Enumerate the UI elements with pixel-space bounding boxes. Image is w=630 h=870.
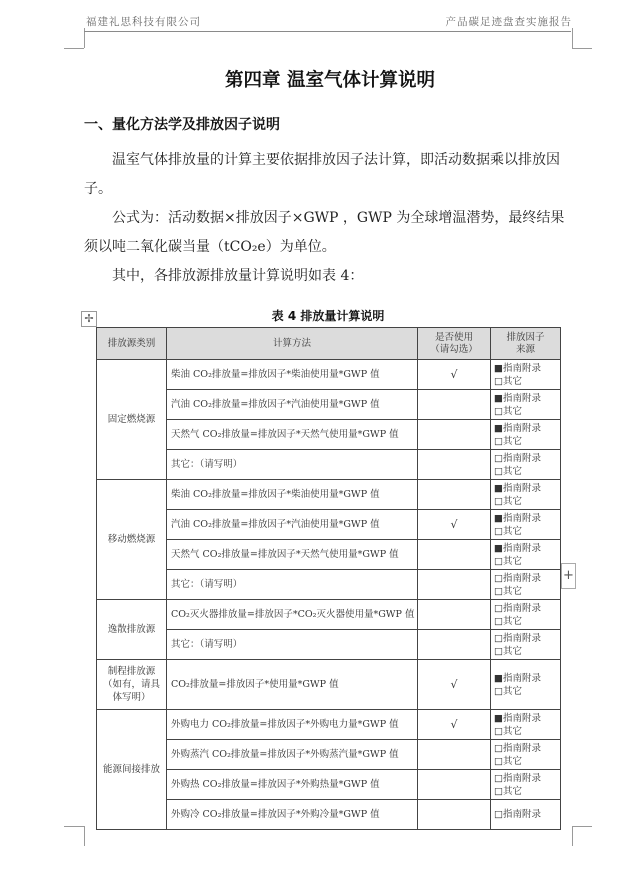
category-cell: 固定燃烧源 (97, 360, 167, 480)
used-checkmark-cell[interactable] (418, 630, 491, 660)
header-method: 计算方法 (167, 328, 418, 360)
used-checkmark-cell[interactable]: √ (418, 510, 491, 540)
used-checkmark-cell[interactable] (418, 540, 491, 570)
factor-source-cell (491, 630, 561, 660)
factor-source-cell (491, 540, 561, 570)
method-cell: 其它：（请写明） (167, 570, 418, 600)
factor-source-cell (491, 510, 561, 540)
section-title: 一、量化方法学及排放因子说明 (84, 117, 280, 133)
used-checkmark-cell[interactable] (418, 390, 491, 420)
source-other-checkbox[interactable]: □其它 (494, 645, 522, 657)
table-row (97, 660, 561, 710)
method-cell: 外购蒸汽 CO₂排放量=排放因子*外购蒸汽量*GWP 值 (167, 740, 418, 770)
used-checkmark-cell[interactable]: √ (418, 360, 491, 390)
method-cell: 天然气 CO₂排放量=排放因子*天然气使用量*GWP 值 (167, 420, 418, 450)
method-cell: 其它：（请写明） (167, 450, 418, 480)
source-guide-appendix-checkbox[interactable]: □指南附录 (494, 602, 541, 614)
table-row (97, 600, 561, 630)
source-other-checkbox[interactable]: □其它 (494, 525, 522, 537)
crop-mark-top-left-h (64, 48, 84, 49)
source-other-checkbox[interactable]: □其它 (494, 435, 522, 447)
header-report-title: 产品碳足迹盘查实施报告 (445, 16, 572, 28)
method-cell: 汽油 CO₂排放量=排放因子*汽油使用量*GWP 值 (167, 510, 418, 540)
table-caption: 表 4 排放量计算说明 (271, 309, 385, 323)
category-cell: 制程排放源（如有，请具体写明） (97, 660, 167, 710)
category-cell: 逸散排放源 (97, 600, 167, 660)
used-checkmark-cell[interactable] (418, 800, 491, 830)
method-cell: 汽油 CO₂排放量=排放因子*汽油使用量*GWP 值 (167, 390, 418, 420)
table-move-handle-icon[interactable]: ✢ (81, 311, 97, 327)
source-guide-appendix-checkbox[interactable]: ■指南附录 (494, 712, 541, 724)
source-guide-appendix-checkbox[interactable]: ■指南附录 (494, 422, 541, 434)
source-guide-appendix-checkbox[interactable]: ■指南附录 (494, 392, 541, 404)
factor-source-cell (491, 570, 561, 600)
used-checkmark-cell[interactable]: √ (418, 710, 491, 740)
source-other-checkbox[interactable]: □其它 (494, 615, 522, 627)
factor-source-cell (491, 390, 561, 420)
used-checkmark-cell[interactable] (418, 600, 491, 630)
method-cell: 外购热 CO₂排放量=排放因子*外购热量*GWP 值 (167, 770, 418, 800)
category-cell: 移动燃烧源 (97, 480, 167, 600)
header-source: 排放因子来源 (491, 328, 561, 360)
source-other-checkbox[interactable]: □其它 (494, 725, 522, 737)
table-row (97, 450, 561, 480)
header-used: 是否使用（请勾选） (418, 328, 491, 360)
crop-mark-top-right-v (572, 28, 573, 48)
table-row (97, 800, 561, 830)
source-other-checkbox[interactable]: □其它 (494, 405, 522, 417)
table-row (97, 390, 561, 420)
table-row (97, 420, 561, 450)
source-guide-appendix-checkbox[interactable]: ■指南附录 (494, 672, 541, 684)
table-row (97, 510, 561, 540)
chapter-title: 第四章 温室气体计算说明 (225, 70, 435, 91)
header-divider (84, 31, 571, 32)
method-cell: 外购电力 CO₂排放量=排放因子*外购电力量*GWP 值 (167, 710, 418, 740)
method-cell: 柴油 CO₂排放量=排放因子*柴油使用量*GWP 值 (167, 480, 418, 510)
paragraph-2: 公式为：活动数据×排放因子×GWP ，GWP 为全球增温潜势，最终结果须以吨二氧化碳当量（tCO₂e）为单位。 (84, 210, 565, 255)
source-other-checkbox[interactable]: □其它 (494, 685, 522, 697)
source-guide-appendix-checkbox[interactable]: □指南附录 (494, 452, 541, 464)
paragraph-1: 温室气体排放量的计算主要依据排放因子法计算，即活动数据乘以排放因子。 (84, 152, 560, 197)
factor-source-cell (491, 800, 561, 830)
used-checkmark-cell[interactable] (418, 480, 491, 510)
factor-source-cell (491, 660, 561, 710)
source-guide-appendix-checkbox[interactable]: □指南附录 (494, 772, 541, 784)
source-other-checkbox[interactable]: □其它 (494, 555, 522, 567)
used-checkmark-cell[interactable] (418, 770, 491, 800)
method-cell: 柴油 CO₂排放量=排放因子*柴油使用量*GWP 值 (167, 360, 418, 390)
source-guide-appendix-checkbox[interactable]: □指南附录 (494, 572, 541, 584)
method-cell: 外购冷 CO₂排放量=排放因子*外购冷量*GWP 值 (167, 800, 418, 830)
source-guide-appendix-checkbox[interactable]: □指南附录 (494, 632, 541, 644)
table-body (97, 360, 561, 830)
table-row (97, 630, 561, 660)
paragraph-3: 其中，各排放源排放量计算说明如表 4： (112, 268, 364, 284)
crop-mark-bottom-left-v (84, 826, 85, 846)
emission-calculation-table (96, 327, 561, 830)
factor-source-cell (491, 770, 561, 800)
crop-mark-bottom-left-h (64, 826, 84, 827)
table-header-row (97, 328, 561, 360)
used-checkmark-cell[interactable]: √ (418, 660, 491, 710)
source-guide-appendix-checkbox[interactable]: ■指南附录 (494, 482, 541, 494)
source-guide-appendix-checkbox[interactable]: ■指南附录 (494, 512, 541, 524)
method-cell: 其它：（请写明） (167, 630, 418, 660)
table-row (97, 770, 561, 800)
table-row (97, 540, 561, 570)
method-cell: CO₂灭火器排放量=排放因子*CO₂灭火器使用量*GWP 值 (167, 600, 418, 630)
table-row (97, 360, 561, 390)
factor-source-cell (491, 710, 561, 740)
method-cell: 天然气 CO₂排放量=排放因子*天然气使用量*GWP 值 (167, 540, 418, 570)
source-other-checkbox[interactable]: □其它 (494, 465, 522, 477)
header-category: 排放源类别 (97, 328, 167, 360)
method-cell: CO₂排放量=排放因子*使用量*GWP 值 (167, 660, 418, 710)
table-add-row-icon[interactable]: + (561, 563, 576, 589)
table-row (97, 480, 561, 510)
used-checkmark-cell[interactable] (418, 570, 491, 600)
factor-source-cell (491, 360, 561, 390)
source-other-checkbox[interactable]: □其它 (494, 375, 522, 387)
header-company: 福建礼思科技有限公司 (86, 16, 201, 28)
source-other-checkbox[interactable]: □其它 (494, 785, 522, 797)
factor-source-cell (491, 480, 561, 510)
source-other-checkbox[interactable]: □其它 (494, 495, 522, 507)
used-checkmark-cell[interactable] (418, 450, 491, 480)
crop-mark-bottom-right-v (572, 826, 573, 846)
source-guide-appendix-checkbox[interactable]: □指南附录 (494, 809, 541, 820)
factor-source-cell (491, 740, 561, 770)
source-guide-appendix-checkbox[interactable]: ■指南附录 (494, 542, 541, 554)
used-checkmark-cell[interactable] (418, 420, 491, 450)
factor-source-cell (491, 600, 561, 630)
used-checkmark-cell[interactable] (418, 740, 491, 770)
source-other-checkbox[interactable]: □其它 (494, 585, 522, 597)
source-guide-appendix-checkbox[interactable]: □指南附录 (494, 742, 541, 754)
crop-mark-top-right-h (572, 48, 592, 49)
table-row (97, 710, 561, 740)
category-cell: 能源间接排放 (97, 710, 167, 830)
crop-mark-bottom-right-h (572, 826, 592, 827)
source-guide-appendix-checkbox[interactable]: ■指南附录 (494, 362, 541, 374)
factor-source-cell (491, 450, 561, 480)
table-row (97, 740, 561, 770)
factor-source-cell (491, 420, 561, 450)
table-row (97, 570, 561, 600)
source-other-checkbox[interactable]: □其它 (494, 755, 522, 767)
